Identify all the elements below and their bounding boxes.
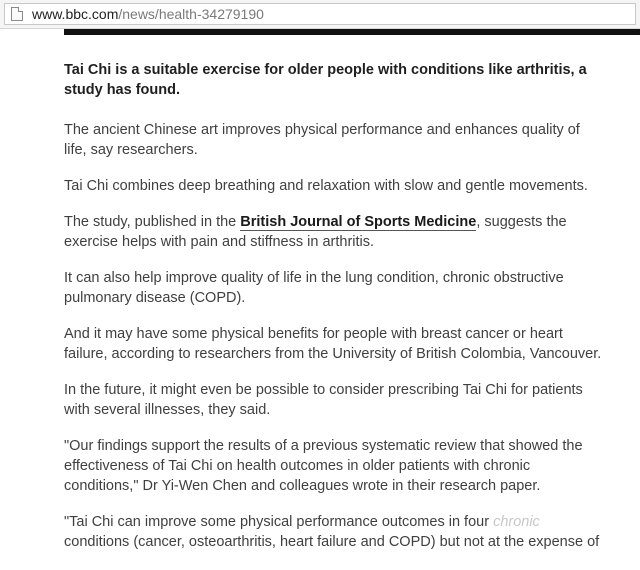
paragraph-3-text-after: , suggests the exercise helps with pain and stiffness in arthritis. xyxy=(64,214,567,250)
page-icon xyxy=(11,7,23,21)
article-paragraph-1: The ancient Chinese art improves physical performance and enhances quality of life, say researchers. xyxy=(64,122,580,158)
article-body xyxy=(64,60,604,568)
url-path: /news/health-34279190 xyxy=(118,6,264,22)
watermark-obscured-text: chronic xyxy=(493,514,540,530)
url-input[interactable] xyxy=(4,3,636,25)
article-paragraph-5: And it may have some physical benefits for people with breast cancer or heart failure, according to researchers from the University of British Colombia, Vancouver. xyxy=(64,326,602,362)
article-top-rule xyxy=(64,29,640,35)
paragraph-3-text-before: The study, published in the xyxy=(64,214,241,230)
article-paragraph-8 xyxy=(64,512,604,552)
article-paragraph-4: It can also help improve quality of life in the lung condition, chronic obstructive pulmonary disease (COPD). xyxy=(64,270,564,306)
article-paragraph-2: Tai Chi combines deep breathing and relaxation with slow and gentle movements. xyxy=(64,178,588,194)
paragraph-8-text-a: "Tai Chi can improve some physical performance outcomes in four xyxy=(64,514,494,530)
article-paragraph-3 xyxy=(64,212,604,252)
article-paragraph-6: In the future, it might even be possible to consider prescribing Tai Chi for patients with several illnesses, they said. xyxy=(64,382,583,418)
article-paragraph-7: "Our findings support the results of a previous systematic review that showed the effectiveness of Tai Chi on health outcomes in older patients with chronic conditions," Dr Yi-Wen Chen and colleagues wrote in their research paper. xyxy=(64,438,583,494)
journal-link[interactable]: British Journal of Sports Medicine xyxy=(240,214,477,230)
paragraph-8-text-b: conditions (cancer, osteoarthritis, heart failure and COPD) but not at the expense of xyxy=(64,534,600,550)
address-bar xyxy=(0,0,640,29)
url-text[interactable] xyxy=(32,6,264,23)
article-intro: Tai Chi is a suitable exercise for older people with conditions like arthritis, a study has found. xyxy=(64,62,587,98)
url-host: www.bbc.com xyxy=(32,6,119,22)
